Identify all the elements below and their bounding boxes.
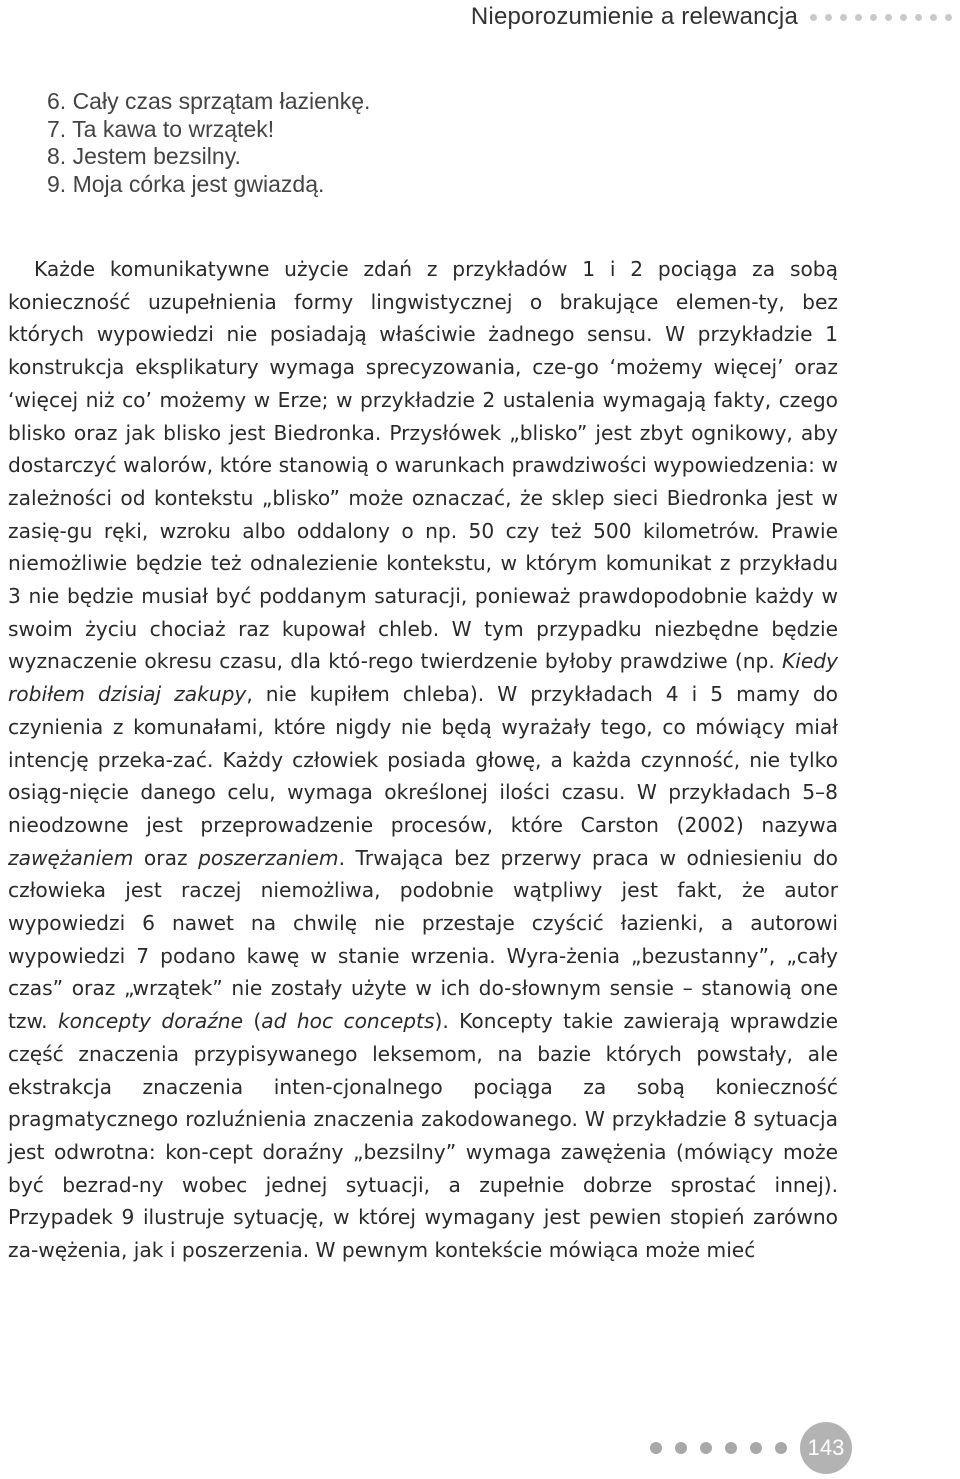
footer-dot-ornament [650,1442,800,1454]
header-dot-ornament [810,14,960,21]
body-paragraph [8,253,838,1267]
footer-dot [700,1442,712,1454]
body-text-run-c: , nie kupiłem chleba). W przykładach 4 i 5 mamy do czynienia z komunałami, które nigdy nie będą wyrażały tego, co mówiący miał intencję przeka-zać. Każdy człowiek posiada głowę, a każda czynność, nie tylko osiąg-nięcie danego celu, wymaga określonej ilości czasu. W przykładach 5–8 nieodzowne jest przeprowadzenie procesów, które Carston (2002) nazywa [8,682,838,837]
running-header-title: Nieporozumienie a relewancja [470,3,798,30]
body-sentence-1: Każde komunikatywne użycie zdań z przykładów 1 i 2 pociąga za sobą konieczność uzupełnienia formy lingwistycznej o brakujące elemen-ty, bez których wypowiedzi nie posiadają właściwie żadnego sensu. [8,257,838,347]
body-text-run-b: W przykładzie 1 konstrukcja eksplikatury wymaga sprecyzowania, cze-go ‘możemy więcej’ oraz ‘więcej niż co’ możemy w Erze; w przykładzie 2 ustalenia wymagają fakty, czego blisko oraz jak blisko jest Biedronka. Przysłówek „blisko” jest zbyt ognikowy, aby dostarczyć walorów, które stanowią o warunkach prawdziwości wypowiedzenia: w zależności od kontekstu „blisko” może oznaczać, że sklep sieci Biedronka jest w zasię-gu ręki, wzroku albo oddalony o np. 50 czy też 500 kilometrów. Prawie niemożliwie będzie też odnalezienie kontekstu, w którym komunikat z przykładu 3 nie będzie musiał być poddanym saturacji, ponieważ prawdopodobnie każdy w swoim życiu chociaż raz kupował chleb. W tym przypadku niezbędne będzie wyznaczenie okresu czasu, dla któ-rego twierdzenie byłoby prawdziwe (np. [8,322,838,674]
header-dot [840,14,847,21]
example-item-6: 6. Cały czas sprzątam łazienkę. [47,88,371,114]
footer-dot [725,1442,737,1454]
header-dot [930,14,937,21]
page-number-badge [800,1422,852,1474]
body-text-run-f: ( [243,1009,262,1034]
example-list [47,88,370,198]
example-item-9: 9. Moja córka jest gwiazdą. [47,170,325,197]
header-dot [915,14,922,21]
italic-term-broadening: poszerzaniem [198,845,339,870]
italic-term-ad-hoc-en: ad hoc concepts [261,1009,435,1034]
header-dot [870,14,877,21]
page-footer [650,1420,852,1476]
header-dot [945,14,952,21]
italic-term-narrowing: zawężaniem [8,845,134,870]
header-dot [825,14,832,21]
body-text-run-e: . Trwająca bez przerwy praca w odniesieniu do człowieka jest raczej niemożliwa, podobnie wątpliwy jest fakt, że autor wypowiedzi 6 nawet na chwilę nie przestaje czyścić łazienki, a autorowi wypowiedzi 7 podano kawę w stanie wrzenia. Wyra-żenia „bezustanny”, „cały czas” oraz „wrzątek” nie zostały użyte w ich do-słownym sensie – stanowią one tzw. [8,845,838,1034]
body-text-run-g: ). Koncepty takie zawierają wprawdzie część znaczenia przypisywanego leksemom, na bazie których powstały, ale ekstrakcja znaczenia inten-cjonalnego pociąga za sobą konieczność pragmatycznego rozluźnienia znaczenia zakodowanego. W przykładzie 8 sytuacja jest odwrotna: kon-cept doraźny „bezsilny” wymaga zawężenia (mówiący może być bezrad-ny wobec jednej sytuacji, a zupełnie dobrze sprostać innej). Przypadek 9 ilustruje sytuację, w której wymagany jest pewien stopień zarówno za-wężenia, jak i poszerzenia. W pewnym kontekście mówiąca może mieć [8,1009,838,1263]
header-dot [900,14,907,21]
header-dot [885,14,892,21]
page-number: 143 [807,1435,845,1460]
italic-term-ad-hoc-pl: koncepty doraźne [57,1009,244,1034]
italic-example: Kiedy robiłem dzisiaj zakupy [8,649,838,707]
example-item-7: 7. Ta kawa to wrzątek! [47,115,275,142]
body-text-run-d: oraz [133,845,199,870]
header-dot [855,14,862,21]
footer-dot [675,1442,687,1454]
footer-dot [775,1442,787,1454]
footer-dot [650,1442,662,1454]
example-item-8: 8. Jestem bezsilny. [47,143,241,169]
running-header [471,2,960,32]
footer-dot [750,1442,762,1454]
header-dot [810,14,817,21]
